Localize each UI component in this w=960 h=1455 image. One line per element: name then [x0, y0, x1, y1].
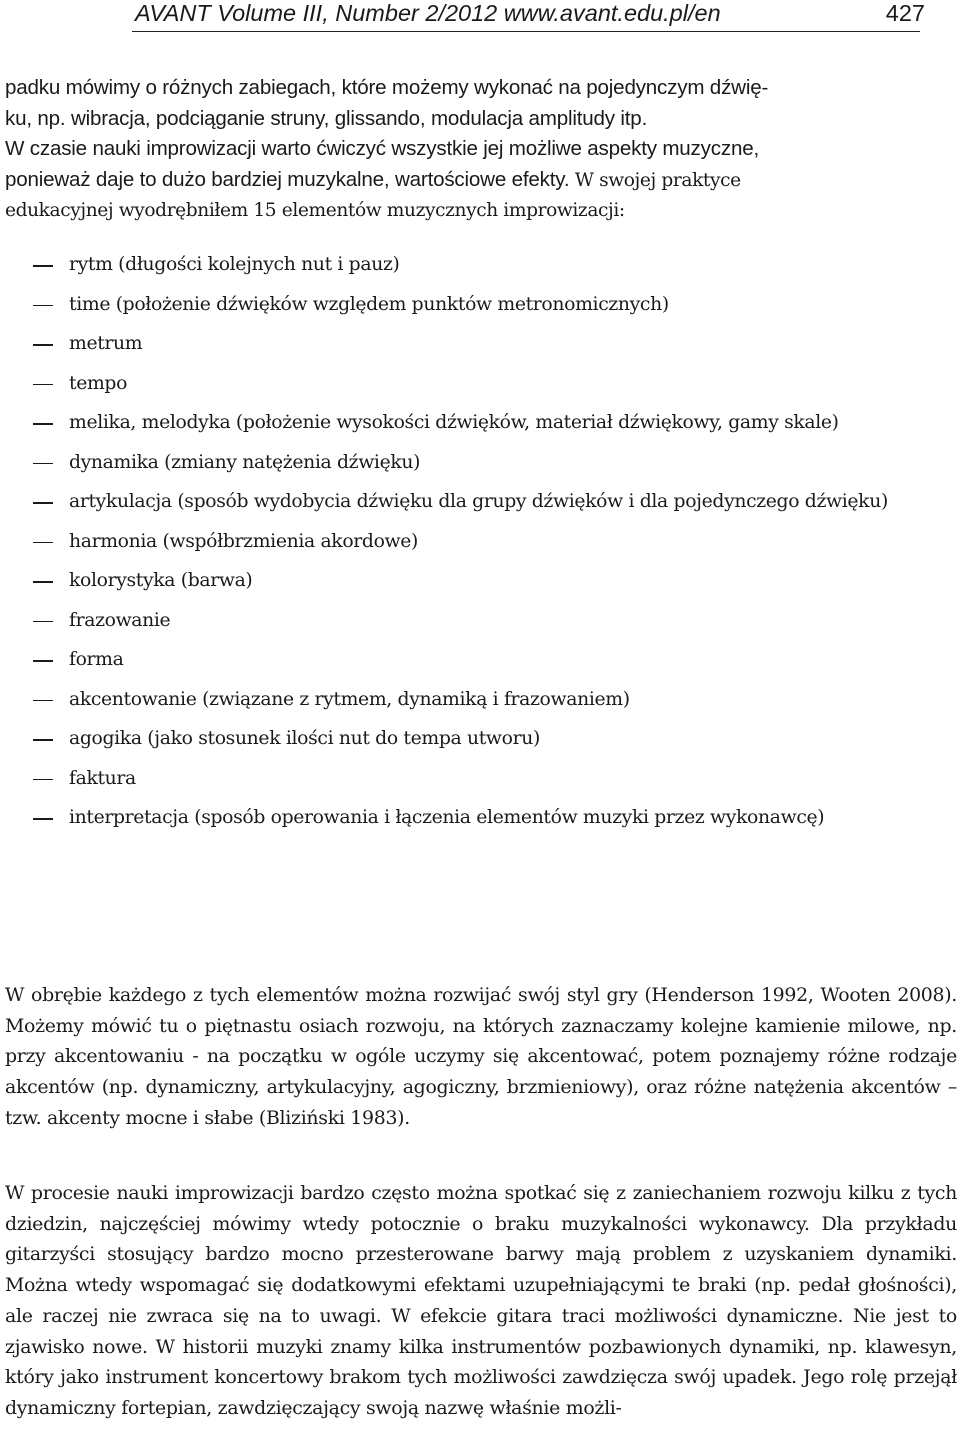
list-item [5, 487, 957, 518]
list-item-text: time (położenie dźwięków względem punktów metronomicznych) [69, 293, 669, 315]
dash-bullet [33, 344, 53, 346]
list-item-text: forma [69, 649, 124, 670]
dash-bullet [33, 384, 53, 386]
dash-bullet [33, 542, 53, 544]
list-item [5, 566, 957, 597]
dash-bullet [33, 660, 53, 662]
list-item [5, 448, 957, 479]
list-item [5, 764, 957, 795]
dash-bullet [33, 265, 53, 267]
list-item-text: metrum [69, 333, 143, 354]
list-item-text: tempo [69, 372, 128, 394]
dash-bullet [33, 700, 53, 702]
intro-line-serif: W swojej praktyce [569, 169, 741, 191]
list-item [5, 329, 957, 360]
dash-bullet [33, 463, 53, 465]
dash-bullet [33, 818, 53, 820]
list-item-text: kolorystyka (barwa) [69, 570, 253, 591]
dash-bullet [33, 621, 53, 623]
list-item [5, 369, 957, 400]
intro-line-sans: ponieważ daje to dużo bardziej muzykalne, wartościowe efekty. [5, 167, 570, 191]
list-item-text: faktura [69, 767, 136, 789]
intro-line: edukacyjnej wyodrębniłem 15 elementów muzycznych improwizacji: [5, 200, 625, 221]
list-item [5, 290, 957, 321]
dash-bullet [33, 739, 53, 741]
list-item-text: akcentowanie (związane z rytmem, dynamiką i frazowaniem) [69, 688, 630, 710]
list-item-text: frazowanie [69, 609, 171, 631]
body-paragraph: W procesie nauki improwizacji bardzo często można spotkać się z zaniechaniem rozwoju kilku z tych dziedzin, najczęściej mówimy wtedy potocznie o braku muzykalności wykonawcy. Dla przykładu gitarzyści stosujący bardzo mocno przesterowane barwy mają problem z uzyskaniem dynamiki. Można wtedy wspomagać się dodatkowymi efektami uzupełniającymi te braki (np. pedał głośności), ale raczej nie zwraca się na to uwagi. W efekcie gitara traci możliwości dynamiczne. Nie jest to zjawisko nowe. W historii muzyki znamy kilka instrumentów pozbawionych dynamiki, np. klawesyn, który jako instrument koncertowy brakom tych możliwości zawdzięcza swój upadek. Jego rolę przejął dynamiczny fortepian, zawdzięczający swoją nazwę właśnie możli- [5, 1182, 957, 1419]
list-item [5, 606, 957, 637]
intro-paragraph [5, 73, 957, 227]
list-item-text: agogika (jako stosunek ilości nut do tempa utworu) [69, 728, 540, 749]
list-item [5, 408, 957, 439]
dash-bullet [33, 581, 53, 583]
improvisation-elements-list [5, 250, 957, 843]
list-item [5, 250, 957, 281]
dash-bullet [33, 502, 53, 504]
list-item-text: dynamika (zmiany natężenia dźwięku) [69, 451, 421, 473]
list-item-text: harmonia (współbrzmienia akordowe) [69, 530, 419, 552]
list-item-text: artykulacja (sposób wydobycia dźwięku dla grupy dźwięków i dla pojedynczego dźwięku) [69, 491, 888, 512]
intro-line: ku, np. wibracja, podciąganie struny, glissando, modulacja amplitudy itp. [5, 106, 648, 130]
list-item [5, 724, 957, 755]
page-number: 427 [885, 0, 925, 26]
list-item-text: melika, melodyka (położenie wysokości dźwięków, materiał dźwiękowy, gamy skale) [69, 412, 839, 433]
list-item [5, 645, 957, 676]
intro-line [5, 165, 957, 197]
list-item [5, 803, 957, 834]
dash-bullet [33, 305, 53, 307]
body-paragraph: W obrębie każdego z tych elementów można rozwijać swój styl gry (Henderson 1992, Wooten 2008). Możemy mówić tu o piętnastu osiach rozwoju, na których zaznaczamy kolejne kamienie milowe, np. przy akcentowaniu - na początku w ogóle uczymy się akcentować, potem poznajemy różne rodzaje akcentów (np. dynamiczny, artykulacyjny, agogiczny, brzmieniowy), oraz różne natężenia akcentów – tzw. akcenty mocne i słabe (Bliziński 1983). [5, 984, 957, 1129]
dash-bullet [33, 423, 53, 425]
running-header [132, 0, 925, 32]
intro-line: padku mówimy o różnych zabiegach, które możemy wykonać na pojedynczym dźwię- [5, 76, 769, 99]
list-item-text: rytm (długości kolejnych nut i pauz) [69, 254, 400, 275]
intro-line: W czasie nauki improwizacji warto ćwiczyć wszystkie jej możliwe aspekty muzyczne, [5, 137, 759, 160]
list-item-text: interpretacja (sposób operowania i łączenia elementów muzyki przez wykonawcę) [69, 807, 825, 828]
running-title: AVANT Volume III, Number 2/2012 www.avant.edu.pl/en [135, 0, 721, 26]
dash-bullet [33, 779, 53, 781]
list-item [5, 527, 957, 558]
list-item [5, 685, 957, 716]
